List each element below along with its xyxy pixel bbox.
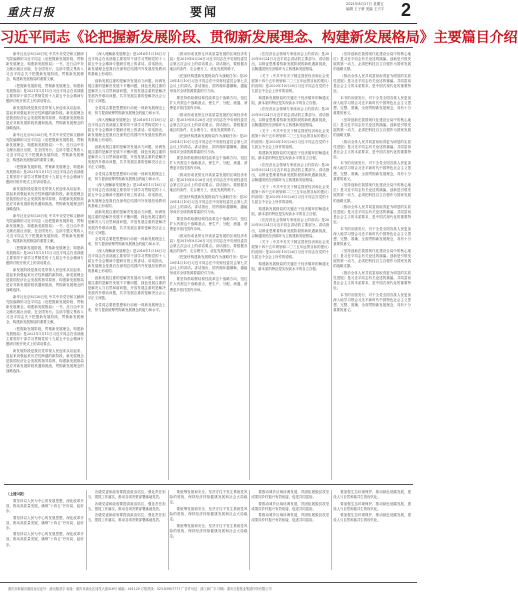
text-column <box>88 490 166 570</box>
column-divider <box>331 52 332 480</box>
paragraph: 《关于〈中共中央关于制定国民经济和社会发展第十四个五年规划和二〇三五年远景目标的建议〉的说明》是2020年10月26日习近平同志在党的十九届五中全会上所作的说明。 <box>251 240 330 260</box>
paragraph: 《把握新发展阶段，贯彻新发展理念，构建新发展格局》是2021年1月11日习近平同志在省部级主要领导干部学习贯彻党的十九届五中全会精神专题研讨班开班式上的讲话要点。 <box>6 326 84 347</box>
continuation-label: （上接1版） <box>6 492 27 496</box>
paragraph: 构建新发展格局的关键在于经济循环的畅通无阻，最本质的特征是实现高水平的自立自强。 <box>251 262 330 272</box>
paragraph: 本书的出版发行，对于全党全国各族人民更加深入地学习领会习近平新时代中国特色社会主义思想，完整、准确、全面贯彻新发展理念，具有十分重要的意义。 <box>333 161 411 181</box>
paragraph: 新发展阶段是我们党带领人民迎来从站起来、富起来到强起来历史性跨越的新阶段。新发展理念是我国经济社会发展的指导原则，构建新发展格局是应对新发展阶段机遇和挑战、贯彻新发展理念的战略选择。 <box>6 105 84 131</box>
paragraph: 要坚持以人民为中心的发展思想，深化改革开放，推动高质量发展，确保“十四五”开好局、起好步。 <box>6 515 84 530</box>
paragraph: 要加强生态环境保护，推动绿色低碳发展，建设人与自然和谐共生的现代化。 <box>333 490 411 500</box>
paragraph: 各级党委和政府要提高政治站位，强化责任担当，狠抓工作落实，推动各项决策部署落地见效。 <box>87 513 166 523</box>
paragraph: 创新发展注重的是解决发展动力问题，协调发展注重的是解决发展不平衡问题，绿色发展注重的是解决人与自然和谐问题，开放发展注重的是解决发展内外联动问题，共享发展注重的是解决社会公平正义问题。 <box>87 275 166 301</box>
paragraph: 要统筹发展和安全，坚决守住不发生系统性风险的底线，保持经济持续健康发展和社会大局稳定。 <box>169 523 248 538</box>
paragraph: 要坚持以人民为中心的发展思想，深化改革开放，推动高质量发展，确保“十四五”开好局、起好步。 <box>6 498 84 513</box>
paragraph: 构建新发展格局的关键在于经济循环的畅通无阻，最本质的特征是实现高水平的自立自强。 <box>251 206 330 216</box>
paragraph: 本书的出版发行，对于全党全国各族人民更加深入地学习领会习近平新时代中国特色社会主义思想，完整、准确、全面贯彻新发展理念，具有十分重要的意义。 <box>333 227 411 247</box>
masthead <box>0 0 417 24</box>
column-divider <box>168 52 169 480</box>
paragraph: 《坚持创新在我国现代化建设全局中的核心地位》是习近平同志有关论述的摘编。创新是引领发展的第一动力，必须把科技自立自强作为国家发展的战略支撑。 <box>333 183 411 203</box>
paragraph: 《坚持创新在我国现代化建设全局中的核心地位》是习近平同志有关论述的摘编。创新是引领发展的第一动力，必须把科技自立自强作为国家发展的战略支撑。 <box>333 117 411 137</box>
footer <box>0 582 417 600</box>
paragraph: 《关于〈中共中央关于制定国民经济和社会发展第十四个五年规划和二〇三五年远景目标的建议〉的说明》是2020年10月26日习近平同志在党的十九届五中全会上所作的说明。 <box>251 73 330 94</box>
paragraph: 创新发展注重的是解决发展动力问题，协调发展注重的是解决发展不平衡问题，绿色发展注重的是解决人与自然和谐问题，开放发展注重的是解决发展内外联动问题，共享发展注重的是解决社会公平正义问题。 <box>87 78 166 104</box>
text-column <box>333 490 411 570</box>
column-divider <box>331 490 332 570</box>
paragraph: 《推动全体人民共同富裕取得更为明显的实质性进展》是习近平同志有关论述的摘编。共同富裕是社会主义的本质要求，是中国式现代化的重要特征。 <box>333 205 411 225</box>
paragraph: 《把加快构建新发展格局作为战略任务》是2020年4月10日习近平同志在中央财经委员会第七次会议上的讲话。讲话指出，国内循环越顺畅，越能形成对全球资源要素的引力场。 <box>169 255 248 275</box>
paragraph: 全党同志要把思想和行动统一到新发展理念上来，努力提高统筹贯彻新发展理念的能力和水平。 <box>87 302 166 312</box>
paragraph: 全党同志要把思想和行动统一到新发展理念上来，努力提高统筹贯彻新发展理念的能力和水平。 <box>87 171 166 181</box>
column-divider <box>249 490 250 570</box>
paragraph: 要统筹发展和安全，坚决守住不发生系统性风险的底线，保持经济持续健康发展和社会大局稳定。 <box>169 490 248 505</box>
publication-info <box>346 2 384 12</box>
column-divider <box>168 490 169 570</box>
paragraph: 《把握新发展阶段，贯彻新发展理念，构建新发展格局》是2021年1月11日习近平同志在省部级主要领导干部学习贯彻党的十九届五中全会精神专题研讨班开班式上的讲话要点。 <box>6 164 84 185</box>
paragraph: 要坚持供给侧结构性改革这个战略方向，扭住扩大内需这个战略基点，使生产、分配、流通、消费更多依托国内市场。 <box>169 216 248 231</box>
paragraph: 要加强生态环境保护，推动绿色低碳发展，建设人与自然和谐共生的现代化。 <box>333 501 411 511</box>
column-divider <box>86 490 87 570</box>
text-column <box>6 490 84 570</box>
paragraph: 《推动形成优势互补高质量发展的区域经济布局》是2019年8月26日习近平同志在中央财经委员会第五次会议上的讲话要点。讲话指出，要根据各地区的条件，走合理分工、优化发展的路子。 <box>169 233 248 253</box>
paragraph: 《推动形成优势互补高质量发展的区域经济布局》是2019年8月26日习近平同志在中央财经委员会第五次会议上的讲话要点。讲话指出，要根据各地区的条件，走合理分工、优化发展的路子。 <box>169 112 248 132</box>
section-divider <box>4 484 413 485</box>
column-divider <box>249 52 250 480</box>
text-column <box>251 52 329 480</box>
paragraph: 各级党委和政府要提高政治站位，强化责任担当，狠抓工作落实，推动各项决策部署落地见效。 <box>87 501 166 511</box>
paragraph: 《关于〈中共中央关于制定国民经济和社会发展第十四个五年规划和二〇三五年远景目标的建议〉的说明》是2020年10月26日习近平同志在党的十九届五中全会上所作的说明。 <box>251 184 330 205</box>
page-number: 2 <box>400 0 411 20</box>
paragraph: 《把加快构建新发展格局作为战略任务》是2020年4月10日习近平同志在中央财经委员会第七次会议上的讲话。讲话指出，国内循环越顺畅，越能形成对全球资源要素的引力场。 <box>169 194 248 215</box>
paragraph: 《推动全体人民共同富裕取得更为明显的实质性进展》是习近平同志有关论述的摘编。共同富裕是社会主义的本质要求，是中国式现代化的重要特征。 <box>333 139 411 159</box>
paragraph: 《在经济社会领域专家座谈会上的讲话》是2020年8月24日习近平同志讲话的主要部分。讲话指出，以辩证思维看待新发展阶段的新机遇新挑战，以畅通国民经济循环为主构建新发展格局。 <box>251 218 330 238</box>
editor-line: 编辑 王子豪 美编 王天宇 <box>346 7 385 11</box>
paragraph: 要坚持供给侧结构性改革这个战略方向，扭住扩大内需这个战略基点，使生产、分配、流通、消费更多依托国内市场。 <box>169 95 248 110</box>
paragraph: 创新发展注重的是解决发展动力问题，协调发展注重的是解决发展不平衡问题，绿色发展注重的是解决人与自然和谐问题，开放发展注重的是解决发展内外联动问题，共享发展注重的是解决社会公平正义问题。 <box>87 144 166 169</box>
paragraph: 《深入理解新发展理念》是2016年1月18日习近平同志在省部级主要领导干部学习贯彻党的十八届五中全会精神专题研讨班上的讲话。讲话指出，新发展理念是我们在深刻总结国内外发展经验教训的基础上形成的。 <box>87 248 166 274</box>
paragraph: 《坚持创新在我国现代化建设全局中的核心地位》是习近平同志有关论述的摘编。创新是引领发展的第一动力，必须把科技自立自强作为国家发展的战略支撑。 <box>333 52 411 72</box>
paragraph: 全党同志要把思想和行动统一到新发展理念上来，努力提高统筹贯彻新发展理念的能力和水平。 <box>87 105 166 116</box>
footer-text: 重庆市新闻出版局登记证号：渝出版登字 地址：重庆市渝北区同茂大道416号 邮编：401120 订报热线：023-63907777 广告许可证：渝工商广字 印刷：重庆日报报业集团印务有限公司 <box>8 587 272 591</box>
paragraph: 《把加快构建新发展格局作为战略任务》是2020年4月10日习近平同志在中央财经委员会第七次会议上的讲话。讲话指出，国内循环越顺畅，越能形成对全球资源要素的引力场。 <box>169 73 248 94</box>
paragraph: 新华社北京8月26日电 中共中央党史和文献研究院编辑的习近平同志《论把握新发展阶段、贯彻新发展理念、构建新发展格局》一书，近日由中央文献出版社出版，在全国发行。这部专题文集收入习近平同志关于把握新发展阶段、贯彻新发展理念、构建新发展格局的重要文献。 <box>6 213 84 244</box>
paragraph: 各级党委和政府要提高政治站位，强化责任担当，狠抓工作落实，推动各项决策部署落地见效。 <box>87 490 166 500</box>
paragraph: 新发展阶段是我们党带领人民迎来从站起来、富起来到强起来历史性跨越的新阶段。新发展理念是我国经济社会发展的指导原则，构建新发展格局是应对新发展阶段机遇和挑战、贯彻新发展理念的战略选择。 <box>6 267 84 293</box>
paragraph: 《坚持创新在我国现代化建设全局中的核心地位》是习近平同志有关论述的摘编。创新是引领发展的第一动力，必须把科技自立自强作为国家发展的战略支撑。 <box>333 248 411 269</box>
paragraph: 《在经济社会领域专家座谈会上的讲话》是2020年8月24日习近平同志讲话的主要部分。讲话指出，以辩证思维看待新发展阶段的新机遇新挑战，以畅通国民经济循环为主构建新发展格局。 <box>251 52 330 72</box>
paragraph: 本书的出版发行，对于全党全国各族人民更加深入地学习领会习近平新时代中国特色社会主义思想，完整、准确、全面贯彻新发展理念，具有十分重要的意义。 <box>333 95 411 116</box>
paragraph: 《深入理解新发展理念》是2016年1月18日习近平同志在省部级主要领导干部学习贯彻党的十八届五中全会精神专题研讨班上的讲话。讲话指出，新发展理念是我们在深刻总结国内外发展经验教训的基础上形成的。 <box>87 183 166 208</box>
paragraph: 本书的出版发行，对于全党全国各族人民更加深入地学习领会习近平新时代中国特色社会主义思想，完整、准确、全面贯彻新发展理念，具有十分重要的意义。 <box>333 292 411 312</box>
text-column <box>251 490 329 570</box>
paragraph: 要统筹发展和安全，坚决守住不发生系统性风险的底线，保持经济持续健康发展和社会大局稳定。 <box>169 506 248 521</box>
newspaper-logo: 重庆日报 <box>7 6 55 19</box>
paragraph: 《在经济社会领域专家座谈会上的讲话》是2020年8月24日习近平同志讲话的主要部分。讲话指出，以辩证思维看待新发展阶段的新机遇新挑战，以畅通国民经济循环为主构建新发展格局。 <box>251 162 330 183</box>
text-column <box>170 490 248 570</box>
paragraph: 全党同志要把思想和行动统一到新发展理念上来，努力提高统筹贯彻新发展理念的能力和水平。 <box>87 237 166 247</box>
paragraph: 要坚持供给侧结构性改革这个战略方向，扭住扩大内需这个战略基点，使生产、分配、流通、消费更多依托国内市场。 <box>169 277 248 292</box>
paragraph: 《把握新发展阶段，贯彻新发展理念，构建新发展格局》是2021年1月11日习近平同志在省部级主要领导干部学习贯彻党的十九届五中全会精神专题研讨班开班式上的讲话要点。 <box>6 245 84 266</box>
date-line: 2021年8月27日 星期五 <box>346 2 384 6</box>
paragraph: 新华社北京8月26日电 中共中央党史和文献研究院编辑的习近平同志《论把握新发展阶段、贯彻新发展理念、构建新发展格局》一书，近日由中央文献出版社出版，在全国发行。这部专题文集收入习近平同志关于把握新发展阶段、贯彻新发展理念、构建新发展格局的重要文献。 <box>6 132 84 163</box>
paragraph: 要坚持供给侧结构性改革这个战略方向，扭住扩大内需这个战略基点，使生产、分配、流通、消费更多依托国内市场。 <box>169 156 248 171</box>
paragraph: 新华社北京8月26日电 中共中央党史和文献研究院编辑的习近平同志《论把握新发展阶段、贯彻新发展理念、构建新发展格局》一书，近日由中央文献出版社出版，在全国发行。这部专题文集收入习近平同志关于把握新发展阶段、贯彻新发展理念、构建新发展格局的重要文献。 <box>6 52 84 82</box>
text-column <box>88 52 166 480</box>
paragraph: 新发展阶段是我们党带领人民迎来从站起来、富起来到强起来历史性跨越的新阶段。新发展理念是我国经济社会发展的指导原则，构建新发展格局是应对新发展阶段机遇和挑战、贯彻新发展理念的战略选择。 <box>6 186 84 212</box>
paragraph: 《把加快构建新发展格局作为战略任务》是2020年4月10日习近平同志在中央财经委员会第七次会议上的讲话。讲话指出，国内循环越顺畅，越能形成对全球资源要素的引力场。 <box>169 134 248 154</box>
paragraph: 《推动全体人民共同富裕取得更为明显的实质性进展》是习近平同志有关论述的摘编。共同富裕是社会主义的本质要求，是中国式现代化的重要特征。 <box>333 73 411 94</box>
paragraph: 《推动形成优势互补高质量发展的区域经济布局》是2019年8月26日习近平同志在中央财经委员会第五次会议上的讲话要点。讲话指出，要根据各地区的条件，走合理分工、优化发展的路子。 <box>169 52 248 72</box>
paragraph: 《深入理解新发展理念》是2016年1月18日习近平同志在省部级主要领导干部学习贯彻党的十八届五中全会精神专题研讨班上的讲话。讲话指出，新发展理念是我们在深刻总结国内外发展经验教训的基础上形成的。 <box>87 52 166 77</box>
column-divider <box>86 52 87 480</box>
paragraph: 《推动全体人民共同富裕取得更为明显的实质性进展》是习近平同志有关论述的摘编。共同富裕是社会主义的本质要求，是中国式现代化的重要特征。 <box>333 270 411 291</box>
paragraph: 要推动城乡区域协调发展，巩固拓展脱贫攻坚成果同乡村振兴有效衔接，促进共同富裕。 <box>251 490 330 500</box>
paragraph: 新华社北京8月26日电 中共中央党史和文献研究院编辑的习近平同志《论把握新发展阶段、贯彻新发展理念、构建新发展格局》一书，近日由中央文献出版社出版，在全国发行。这部专题文集收入习近平同志关于把握新发展阶段、贯彻新发展理念、构建新发展格局的重要文献。 <box>6 294 84 325</box>
paragraph: 《推动形成优势互补高质量发展的区域经济布局》是2019年8月26日习近平同志在中央财经委员会第五次会议上的讲话要点。讲话指出，要根据各地区的条件，走合理分工、优化发展的路子。 <box>169 173 248 193</box>
paragraph: 新发展阶段是我们党带领人民迎来从站起来、富起来到强起来历史性跨越的新阶段。新发展理念是我国经济社会发展的指导原则，构建新发展格局是应对新发展阶段机遇和挑战、贯彻新发展理念的战略选择。 <box>6 348 84 374</box>
paragraph: 创新发展注重的是解决发展动力问题，协调发展注重的是解决发展不平衡问题，绿色发展注重的是解决人与自然和谐问题，开放发展注重的是解决发展内外联动问题，共享发展注重的是解决社会公平正义问题。 <box>87 210 166 235</box>
paragraph: 《把握新发展阶段，贯彻新发展理念，构建新发展格局》是2021年1月11日习近平同志在省部级主要领导干部学习贯彻党的十九届五中全会精神专题研讨班开班式上的讲话要点。 <box>6 84 84 104</box>
paragraph: 构建新发展格局的关键在于经济循环的畅通无阻，最本质的特征是实现高水平的自立自强。 <box>251 95 330 105</box>
paragraph: 《深入理解新发展理念》是2016年1月18日习近平同志在省部级主要领导干部学习贯彻党的十八届五中全会精神专题研讨班上的讲话。讲话指出，新发展理念是我们在深刻总结国内外发展经验教训的基础上形成的。 <box>87 117 166 142</box>
paragraph: 要推动城乡区域协调发展，巩固拓展脱贫攻坚成果同乡村振兴有效衔接，促进共同富裕。 <box>251 501 330 511</box>
paragraph: 要推动城乡区域协调发展，巩固拓展脱贫攻坚成果同乡村振兴有效衔接，促进共同富裕。 <box>251 513 330 523</box>
paragraph: 要加强生态环境保护，推动绿色低碳发展，建设人与自然和谐共生的现代化。 <box>333 513 411 523</box>
text-column <box>333 52 411 480</box>
paragraph: 《在经济社会领域专家座谈会上的讲话》是2020年8月24日习近平同志讲话的主要部分。讲话指出，以辩证思维看待新发展阶段的新机遇新挑战，以畅通国民经济循环为主构建新发展格局。 <box>251 107 330 127</box>
paragraph: 《关于〈中共中央关于制定国民经济和社会发展第十四个五年规划和二〇三五年远景目标的建议〉的说明》是2020年10月26日习近平同志在党的十九届五中全会上所作的说明。 <box>251 129 330 149</box>
paragraph: 要坚持以人民为中心的发展思想，深化改革开放，推动高质量发展，确保“十四五”开好局、起好步。 <box>6 532 84 547</box>
section-name: 要闻 <box>190 5 219 19</box>
paragraph: 构建新发展格局的关键在于经济循环的畅通无阻，最本质的特征是实现高水平的自立自强。 <box>251 151 330 161</box>
text-column <box>170 52 248 480</box>
text-column <box>6 52 84 480</box>
article-headline: 习近平同志《论把握新发展阶段、贯彻新发展理念、构建新发展格局》主要篇目介绍 <box>0 30 518 46</box>
headline-rule <box>4 47 413 48</box>
